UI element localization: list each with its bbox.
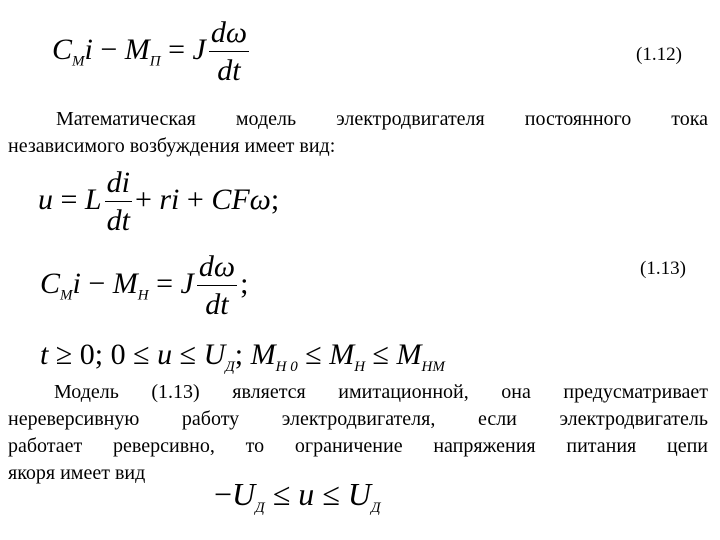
equation-1-12: $C_Мi - M_П = J$ $\frac{d\omega}{dt}$: [52, 16, 248, 87]
equation-1-13-torque: $C_Мi - M_Н = J$ $\frac{d\omega}{dt}$ ;: [40, 250, 249, 321]
paragraph-model-intro: [8, 106, 708, 160]
paragraph-line: Модель (1.13) является имитационной, она предусматривает: [54, 381, 708, 403]
equation-number-1-12: (1.12): [636, 44, 682, 65]
equation-1-13-voltage: u = L $\frac{di}{dt}$ + ri + CFω;: [38, 166, 280, 237]
paragraph-line: работает реверсивно, то ограничение напряжения питания цепи: [8, 435, 708, 457]
equation-number-1-13: (1.13): [640, 258, 686, 279]
paragraph-model-description: [8, 379, 708, 487]
paragraph-line: якоря имеет вид: [8, 462, 146, 484]
paragraph-line: нереверсивную работу электродвигателя, если электродвигатель: [8, 408, 708, 430]
equation-1-13-constraints: t ≥ 0; $0 \le u \le U_Д$; $M_{Н 0} \le M_Н \le M_{НМ}$: [40, 338, 445, 375]
equation-voltage-limit: $-U_Д \le u \le U_Д$: [214, 476, 381, 516]
paragraph-line: независимого возбуждения имеет вид:: [8, 135, 336, 157]
paragraph-line: Математическая модель электродвигателя постоянного тока: [56, 108, 708, 130]
